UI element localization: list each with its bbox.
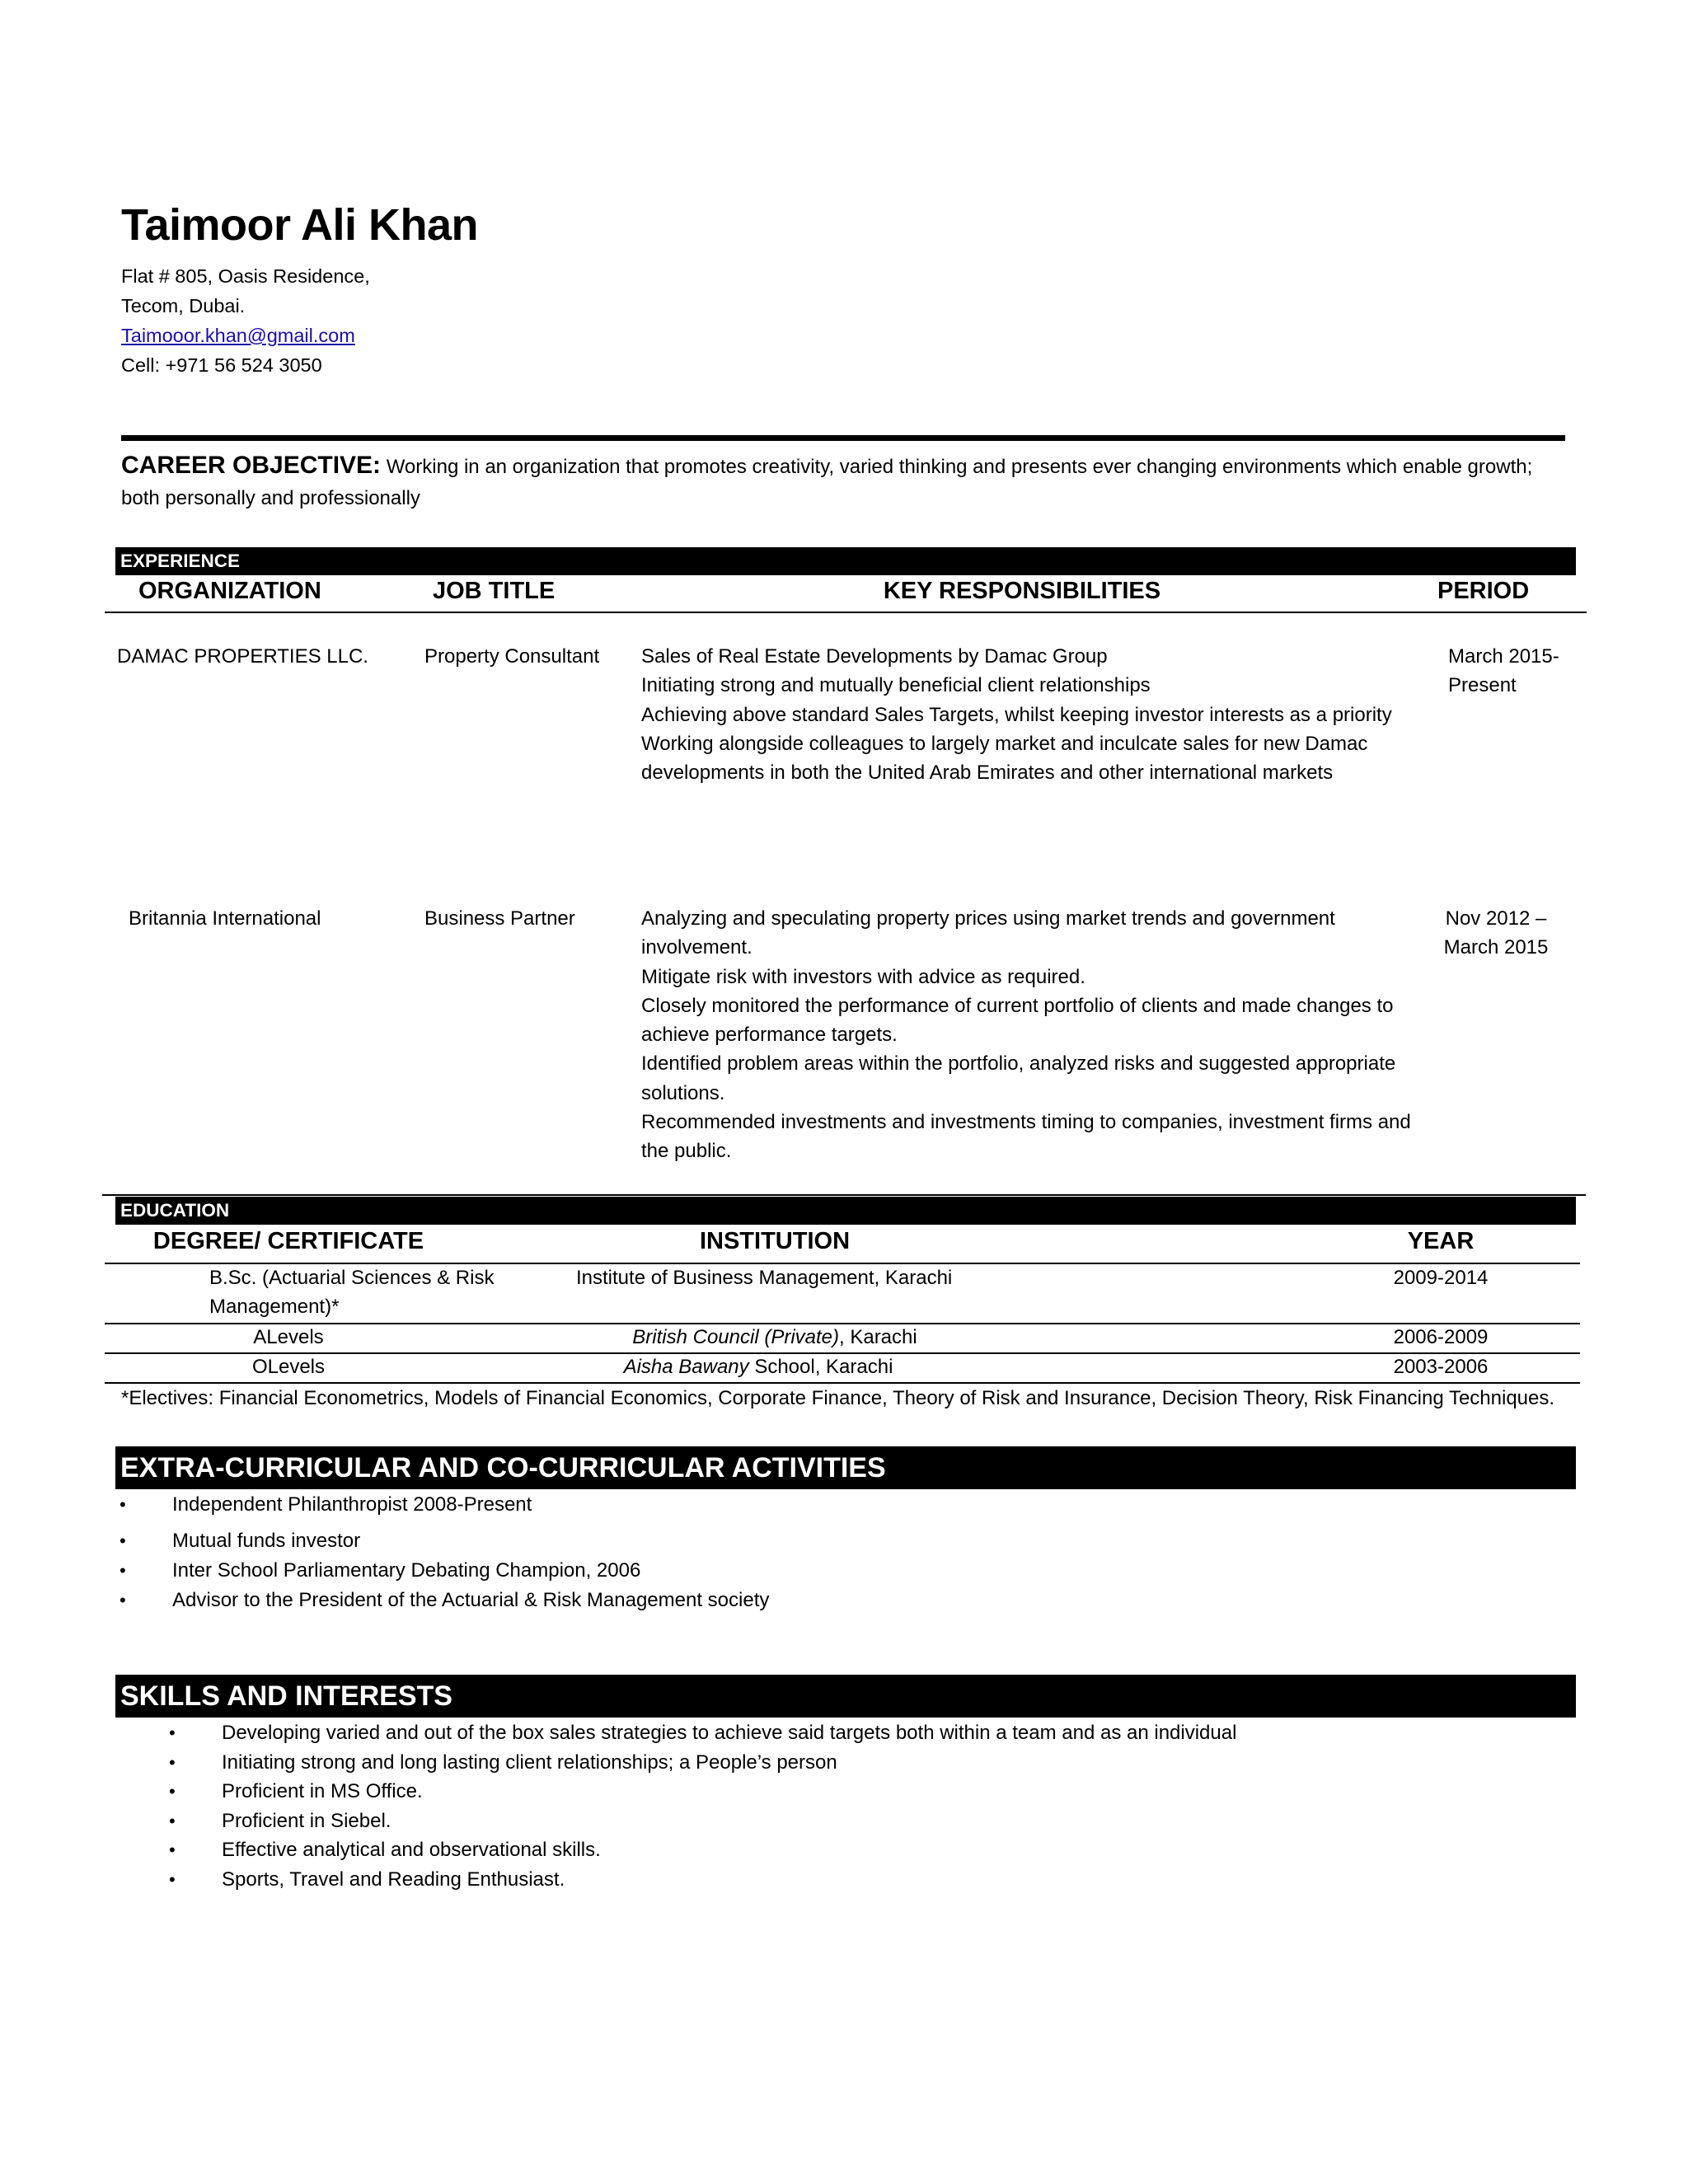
responsibility-item: Achieving above standard Sales Targets, whilst keeping investor interests as a priority (641, 703, 1392, 726)
col-institution: INSTITUTION (699, 1228, 851, 1254)
institution-text: Institute of Business Management, Karachi (576, 1267, 953, 1289)
list-item (120, 1556, 1521, 1586)
education-degree (209, 1263, 494, 1322)
bullet-icon: • (169, 1781, 176, 1802)
experience-org: Britannia International (129, 907, 321, 930)
resume-name: Taimoor Ali Khan (121, 200, 479, 250)
col-period: PERIOD (1437, 578, 1530, 604)
period-end: Present (1448, 674, 1517, 697)
col-year: YEAR (1407, 1228, 1475, 1254)
activities-section-bar: EXTRA-CURRICULAR AND CO-CURRICULAR ACTIVITIES (115, 1446, 1576, 1489)
bullet-icon: • (169, 1868, 176, 1890)
responsibility-item: Analyzing and speculating property prices using market trends and government involvement. (641, 907, 1335, 959)
period-start: March 2015- (1448, 645, 1559, 668)
skill-text: Effective analytical and observational skills. (222, 1839, 601, 1861)
experience-responsibilities (641, 642, 1424, 787)
institution-text: , Karachi (839, 1326, 917, 1348)
skills-section-bar: SKILLS AND INTERESTS (115, 1675, 1576, 1718)
list-item (120, 1586, 1521, 1615)
experience-responsibilities (641, 904, 1416, 1166)
bullet-icon: • (169, 1840, 176, 1860)
address-line-1: Flat # 805, Oasis Residence, (121, 265, 370, 287)
skill-text: Initiating strong and long lasting client relationships; a People’s person (222, 1750, 837, 1774)
degree-line: B.Sc. (Actuarial Sciences & Risk (209, 1267, 495, 1289)
bullet-icon: • (169, 1722, 176, 1743)
bullet-icon: • (120, 1560, 126, 1581)
experience-job-title: Business Partner (424, 907, 575, 930)
experience-period (1434, 904, 1558, 963)
header-divider (121, 435, 1565, 441)
responsibility-item: Mitigate risk with investors with advice as required. (641, 965, 1085, 988)
bullet-icon: • (169, 1751, 176, 1773)
electives-footnote: *Electives: Financial Econometrics, Models of Financial Economics, Corporate Finance, Theory of Risk and Insurance, Decision Theory, Risk Financing Techniques. (121, 1387, 1555, 1409)
list-item (169, 1807, 1570, 1836)
bullet-icon: • (120, 1494, 126, 1515)
experience-period (1448, 642, 1559, 701)
activity-text: Mutual funds investor (172, 1530, 361, 1552)
experience-org: DAMAC PROPERTIES LLC. (117, 645, 368, 668)
responsibility-item: Initiating strong and mutually beneficial client relationships (641, 674, 1151, 697)
bullet-icon: • (120, 1530, 126, 1551)
list-item (169, 1777, 1570, 1807)
bullet-icon: • (120, 1590, 126, 1610)
skill-text: Proficient in MS Office. (222, 1780, 423, 1802)
responsibility-item: Identified problem areas within the portfolio, analyzed risks and suggested appropriate solutions. (641, 1052, 1396, 1104)
education-institution (576, 1263, 952, 1292)
responsibility-item: Working alongside colleagues to largely market and inculcate sales for new Damac developments in both the United Arab Emirates and other international markets (641, 732, 1368, 785)
skill-text: Proficient in Siebel. (222, 1809, 392, 1832)
activities-list (120, 1490, 1521, 1615)
responsibility-item: Recommended investments and investments timing to companies, investment firms and the public. (641, 1111, 1411, 1163)
education-year: 2003-2006 (1393, 1356, 1489, 1378)
responsibility-item: Sales of Real Estate Developments by Damac Group (641, 645, 1108, 668)
col-organization: ORGANIZATION (138, 578, 321, 604)
col-job-title: JOB TITLE (433, 578, 556, 604)
period-start: Nov 2012 – (1445, 907, 1547, 930)
education-institution (528, 1323, 1022, 1352)
list-item (120, 1526, 1521, 1556)
career-objective (121, 450, 1555, 514)
bullet-icon: • (169, 1810, 176, 1831)
education-year: 2006-2009 (1393, 1326, 1489, 1348)
experience-job-title: Property Consultant (424, 645, 600, 668)
activity-text: Advisor to the President of the Actuarial & Risk Management society (172, 1589, 770, 1611)
education-year: 2009-2014 (1393, 1267, 1489, 1289)
responsibility-item: Closely monitored the performance of current portfolio of clients and made changes to achieve performance targets. (641, 994, 1394, 1047)
education-top-rule (102, 1194, 1586, 1196)
period-end: March 2015 (1443, 936, 1549, 959)
skills-list (169, 1718, 1570, 1894)
activity-text: Independent Philanthropist 2008-Present (172, 1493, 532, 1516)
email-link[interactable]: Taimooor.khan@gmail.com (121, 325, 355, 346)
address-line-2: Tecom, Dubai. (121, 295, 246, 316)
degree-line: Management)* (209, 1296, 340, 1319)
list-item (169, 1718, 1570, 1748)
experience-header-rule (105, 612, 1587, 613)
experience-section-bar: EXPERIENCE (115, 547, 1576, 575)
cell-number: Cell: +971 56 524 3050 (121, 354, 322, 376)
list-item (169, 1748, 1570, 1778)
education-section-bar: EDUCATION (115, 1197, 1576, 1225)
career-objective-text: Working in an organization that promotes creativity, varied thinking and presents ever changing environments which enable growth; both personally and professionally (121, 456, 1533, 509)
col-degree: DEGREE/ CERTIFICATE (152, 1228, 424, 1254)
institution-italic: Aisha Bawany (623, 1356, 749, 1378)
institution-italic: British Council (Private) (632, 1326, 839, 1348)
education-degree: ALevels (253, 1326, 324, 1348)
skill-text: Developing varied and out of the box sales strategies to achieve said targets both within a team and as an individual (222, 1722, 1237, 1744)
career-objective-label: CAREER OBJECTIVE: (121, 452, 382, 479)
list-item (120, 1490, 1521, 1526)
education-degree: OLevels (251, 1356, 326, 1378)
skill-text: Sports, Travel and Reading Enthusiast. (222, 1868, 565, 1891)
activity-text: Inter School Parliamentary Debating Champion, 2006 (172, 1559, 641, 1582)
col-key-responsibilities: KEY RESPONSIBILITIES (883, 578, 1161, 604)
list-item (169, 1865, 1570, 1895)
institution-text: School, Karachi (748, 1356, 893, 1378)
list-item (169, 1835, 1570, 1865)
education-institution (511, 1352, 1006, 1381)
